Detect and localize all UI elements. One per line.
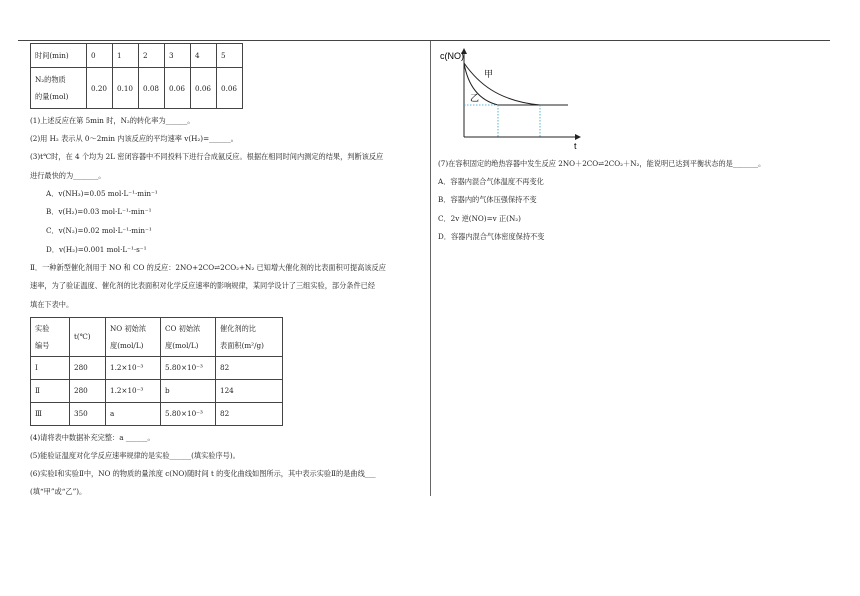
- graph-svg: [438, 43, 598, 153]
- option-b: B．容器内的气体压强保持不变: [438, 195, 537, 205]
- table-cell: 时间(min): [31, 44, 87, 68]
- time-table: [30, 43, 243, 109]
- row-label-line: 的量(mol): [35, 92, 69, 101]
- table-cell: 5.80×10⁻³: [161, 356, 216, 379]
- table-cell: 0.08: [139, 68, 165, 109]
- header-line: 实验: [35, 323, 50, 333]
- header-rule: [18, 40, 830, 41]
- table-header: [31, 317, 70, 356]
- table-row: [31, 356, 283, 379]
- table-row: [31, 402, 283, 425]
- option-c: C．v(N₂)=0.02 mol·L⁻¹·min⁻¹: [46, 226, 152, 235]
- header-line: 表面积(m²/g): [220, 340, 264, 350]
- table-cell: 0.06: [165, 68, 191, 109]
- option-d: D．v(H₂)=0.001 mol·L⁻¹·s⁻¹: [46, 244, 147, 254]
- table-cell: 350: [70, 402, 106, 425]
- table-cell: 5.80×10⁻³: [161, 402, 216, 425]
- curve-label-jia: 甲: [484, 70, 494, 80]
- table-cell: 0.06: [191, 68, 217, 109]
- table-header: [70, 317, 106, 356]
- table-header: [106, 317, 161, 356]
- table-cell: 280: [70, 379, 106, 402]
- option-c: C．2v 逆(NO)=v 正(N₂): [438, 213, 521, 223]
- table-header: [216, 317, 283, 356]
- option-a: A．v(NH₃)=0.05 mol·L⁻¹·min⁻¹: [46, 188, 158, 198]
- table-header: [161, 317, 216, 356]
- table-cell: 0.10: [113, 68, 139, 109]
- table-cell: a: [106, 402, 161, 425]
- question-5: (5)能验证温度对化学反应速率规律的是实验______(填实验序号)。: [30, 451, 240, 460]
- table-cell: 124: [216, 379, 283, 402]
- header-line: 度(mol/L): [110, 340, 144, 350]
- concentration-graph: [438, 43, 598, 153]
- question-4: (4)请将表中数据补充完整：a ______。: [30, 432, 155, 442]
- option-a: A．容器内混合气体温度不再变化: [438, 177, 544, 187]
- table-cell: 0: [87, 44, 113, 68]
- table-cell: 2: [139, 44, 165, 68]
- left-column: [30, 43, 425, 502]
- table-row: [31, 379, 283, 402]
- column-divider: [430, 41, 431, 496]
- question-3-cont: 进行最快的为_______。: [30, 170, 106, 180]
- header-line: 度(mol/L): [165, 340, 199, 350]
- part-2-intro: Ⅱ．一种新型催化剂用于 NO 和 CO 的反应：2NO+2CO⇌2CO₂+N₂ 已知增大催化剂的比表面积可提高该反应: [30, 263, 386, 273]
- table-cell: 1.2×10⁻³: [106, 356, 161, 379]
- table-row: [31, 317, 283, 356]
- header-line: 催化剂的比: [220, 323, 256, 333]
- header-line: NO 初始浓: [110, 323, 147, 333]
- right-column: [438, 43, 838, 246]
- table-cell: Ⅰ: [31, 356, 70, 379]
- question-2: (2)用 H₂ 表示从 0～2min 内该反应的平均速率 v(H₂)=______。: [30, 134, 238, 144]
- question-6: (6)实验Ⅰ和实验Ⅱ中，NO 的物质的量浓度 c(NO)随时间 t 的变化曲线如图所示，其中表示实验Ⅱ的是曲线___: [30, 469, 376, 479]
- option-d: D．容器内混合气体密度保持不变: [438, 231, 545, 241]
- curve-jia: [464, 63, 568, 105]
- question-1: (1)上述反应在第 5min 时，N₂的转化率为______。: [30, 116, 195, 125]
- table-cell: 82: [216, 402, 283, 425]
- header-line: t(℃): [74, 332, 91, 342]
- table-row: [31, 44, 243, 68]
- table-cell: Ⅲ: [31, 402, 70, 425]
- table-cell: 5: [217, 44, 243, 68]
- table-cell: 0.20: [87, 68, 113, 109]
- part-2-intro-cont: 速率，为了验证温度、催化剂的比表面积对化学反应速率的影响规律，某同学设计了三组实验，部分条件已经: [30, 281, 376, 291]
- x-axis-label: t: [574, 141, 577, 151]
- question-6-cont: (填“甲”或“乙”)。: [30, 487, 87, 497]
- table-row: [31, 68, 243, 109]
- table-cell: 4: [191, 44, 217, 68]
- y-axis-label: c(NO): [440, 51, 464, 61]
- row-label-line: N₂的物质: [35, 75, 66, 84]
- question-3: (3)t℃时，在 4 个均为 2L 密闭容器中不同投料下进行合成氨反应。根据在相同时间内测定的结果，判断该反应: [30, 152, 384, 162]
- table-cell: [31, 68, 87, 109]
- header-line: 编号: [35, 340, 50, 350]
- question-7: (7)在容积固定的绝热容器中发生反应 2NO＋2CO⇌2CO₂＋N₂，能说明已达到平衡状态的是_______。: [438, 159, 766, 168]
- part-2-intro-end: 填在下表中。: [30, 299, 74, 309]
- table-cell: 3: [165, 44, 191, 68]
- table-cell: 1.2×10⁻³: [106, 379, 161, 402]
- curve-label-yi: 乙: [470, 94, 480, 104]
- table-cell: 0.06: [217, 68, 243, 109]
- table-cell: 280: [70, 356, 106, 379]
- table-cell: Ⅱ: [31, 379, 70, 402]
- table-cell: 82: [216, 356, 283, 379]
- header-line: CO 初始浓: [165, 323, 201, 333]
- table-cell: b: [161, 379, 216, 402]
- option-b: B．v(H₂)=0.03 mol·L⁻¹·min⁻¹: [46, 207, 152, 217]
- table-cell: 1: [113, 44, 139, 68]
- experiment-table: [30, 317, 283, 426]
